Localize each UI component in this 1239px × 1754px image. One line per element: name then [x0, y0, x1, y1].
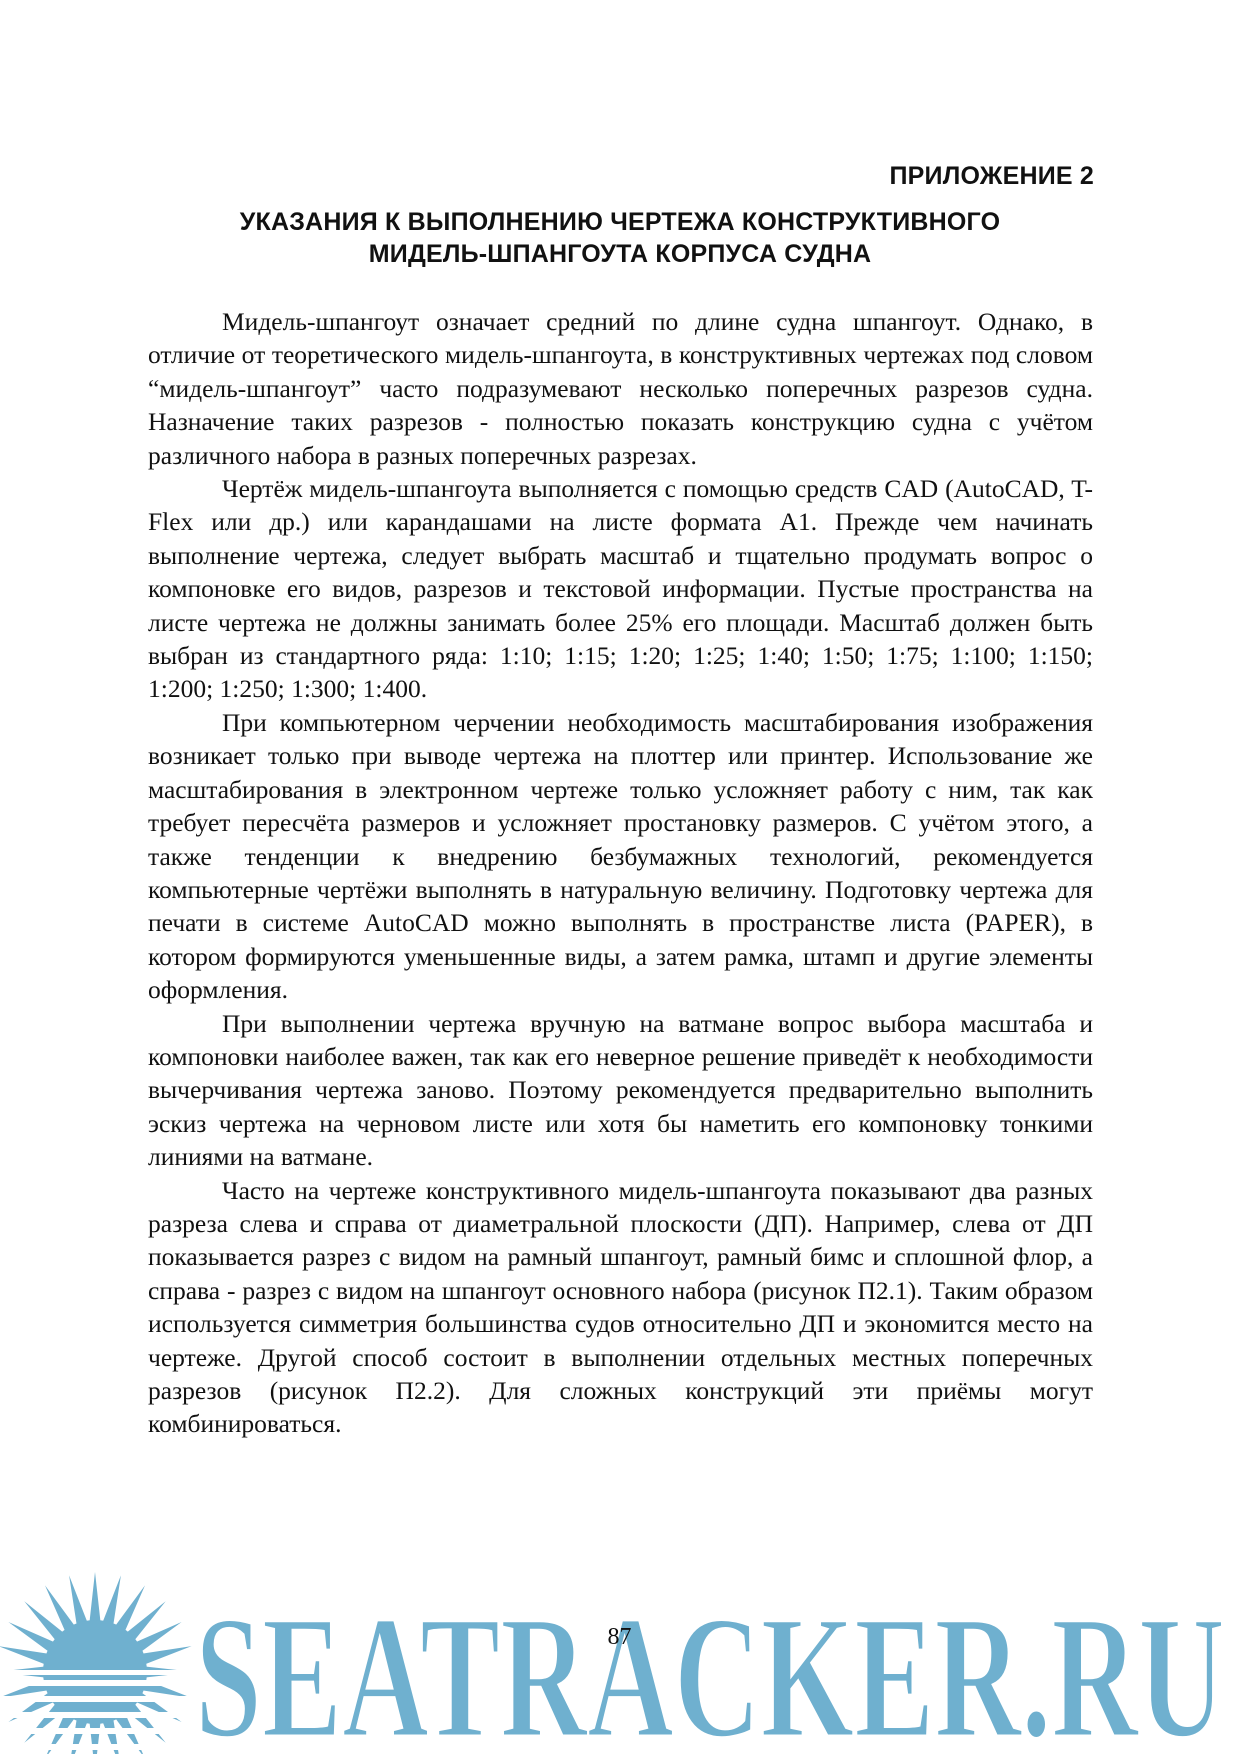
sun-burst-icon [0, 1572, 195, 1754]
paragraph-2: Чертёж мидель-шпангоута выполняется с помощью средств CAD (AutoCAD, T-Flex или др.) или карандашами на листе формата А1. Прежде чем начинать выполнение чертежа, следует выбрать масштаб и тщательно продумать вопрос о компоновке его видов, разрезов и текстовой информации. Пустые пространства на листе чертежа не должны занимать более 25% его площади. Масштаб должен быть выбран из стандартного ряда: 1:10; 1:15; 1:20; 1:25; 1:40; 1:50; 1:75; 1:100; 1:150; 1:200; 1:250; 1:300; 1:400. [148, 474, 1093, 704]
paragraph-5: Часто на чертеже конструктивного мидель-шпангоута показывают два разных разреза слева и справа от диаметральной плоскости (ДП). Например, слева от ДП показывается разрез с видом на рамный шпангоут, рамный бимс и сплошной флор, а справа - разрез с видом на шпангоут основного набора (рисунок П2.1). Таким образом используется симметрия большинства судов относительно ДП и экономится место на чертеже. Другой способ состоит в выполнении отдельных местных поперечных разрезов (рисунок П2.2). Для сложных конструкций эти приёмы могут комбинироваться. [148, 1175, 1093, 1439]
paragraph-4: При выполнении чертежа вручную на ватмане вопрос выбора масштаба и компоновки наиболее важен, так как его неверное решение приведёт к необходимости вычерчивания чертежа заново. Поэтому рекомендуется предварительно выполнить эскиз чертежа на черновом листе или хотя бы наметить его компоновку тонкими линиями на ватмане. [148, 1008, 1093, 1172]
document-title [140, 206, 1100, 270]
watermark [0, 1560, 1239, 1754]
paragraph-3: При компьютерном черчении необходимость масштабирования изображения возникает только при выводе чертежа на плоттер или принтер. Использование же масштабирования в электронном чертеже только усложняет работу с ним, так как требует пересчёта размеров и усложняет простановку размеров. С учётом этого, а также тенденции к внедрению безбумажных технологий, рекомендуется компьютерные чертёжи выполнять в натуральную величину. Подготовку чертежа для печати в системе AutoCAD можно выполнять в пространстве листа (PAPER), в котором формируются уменьшенные виды, а затем рамка, штамп и другие элементы оформления. [148, 707, 1093, 1005]
title-line-2: МИДЕЛЬ-ШПАНГОУТА КОРПУСА СУДНА [368, 240, 872, 268]
body-text [148, 305, 1093, 1441]
page-number: 87 [607, 1624, 632, 1650]
paragraph-1: Мидель-шпангоут означает средний по длине судна шпангоут. Однако, в отличие от теоретического мидель-шпангоута, в конструктивных чертежах под словом “мидель-шпангоут” часто подразумевают несколько поперечных разрезов судна. Назначение таких разрезов - полностью показать конструкцию судна с учётом различного набора в разных поперечных разрезах. [148, 307, 1093, 470]
title-line-1: УКАЗАНИЯ К ВЫПОЛНЕНИЮ ЧЕРТЕЖА КОНСТРУКТИВНОГО [239, 208, 1001, 236]
watermark-text: SEATRACKER.RU [195, 1580, 1225, 1754]
appendix-label: ПРИЛОЖЕНИЕ 2 [889, 162, 1094, 190]
